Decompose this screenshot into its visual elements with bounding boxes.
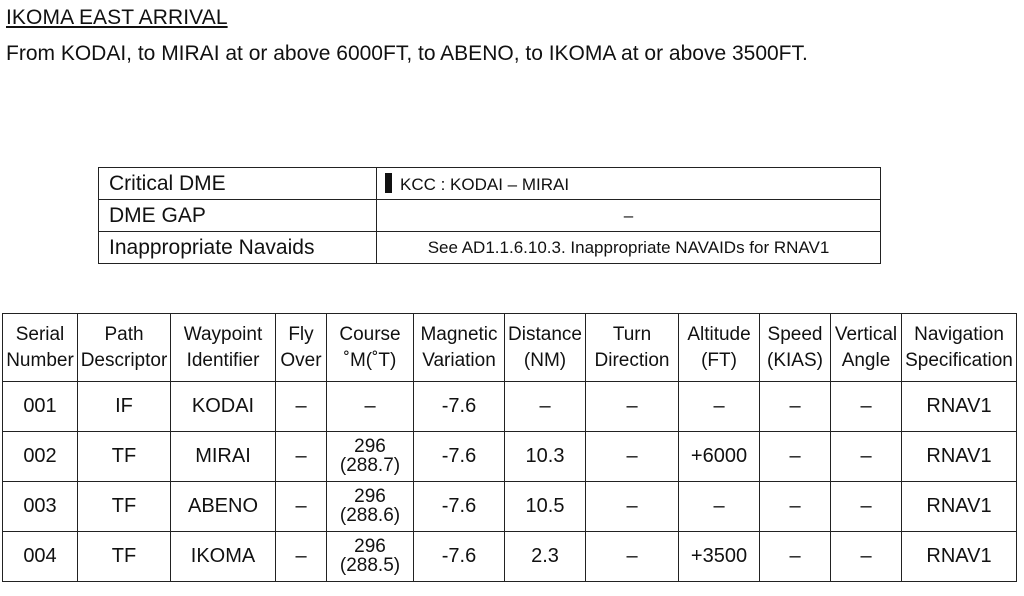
route-description: From KODAI, to MIRAI at or above 6000FT, to ABENO, to IKOMA at or above 3500FT.: [6, 42, 808, 65]
dme-label: Critical DME: [99, 168, 377, 200]
waypoint-cell: KODAI: [171, 382, 276, 432]
fly-over-cell: –: [276, 432, 327, 482]
mag-var-cell: -7.6: [414, 482, 505, 532]
course-magnetic: 296: [354, 535, 386, 557]
path-cell: TF: [78, 482, 171, 532]
route-table: [2, 313, 1017, 582]
path-cell: TF: [78, 532, 171, 582]
table-row: [99, 168, 881, 200]
altitude-cell: +3500: [679, 532, 760, 582]
table-row: [99, 200, 881, 232]
speed-cell: –: [760, 532, 831, 582]
altitude-cell: +6000: [679, 432, 760, 482]
path-cell: TF: [78, 432, 171, 482]
column-header: Turn Direction: [586, 314, 679, 382]
turn-cell: –: [586, 382, 679, 432]
course-true: (288.6): [339, 504, 401, 526]
waypoint-cell: ABENO: [171, 482, 276, 532]
distance-cell: 10.5: [505, 482, 586, 532]
change-bar-marker: [385, 173, 392, 193]
dme-value: See AD1.1.6.10.3. Inappropriate NAVAIDs for RNAV1: [377, 232, 881, 264]
vertical-angle-cell: –: [831, 432, 902, 482]
course-cell: [327, 482, 414, 532]
waypoint-cell: MIRAI: [171, 432, 276, 482]
mag-var-cell: -7.6: [414, 432, 505, 482]
altitude-cell: –: [679, 482, 760, 532]
table-row: [99, 232, 881, 264]
column-header: Magnetic Variation: [414, 314, 505, 382]
course-true: (288.5): [339, 554, 401, 576]
course-magnetic: 296: [354, 435, 386, 457]
dme-value: –: [377, 200, 881, 232]
course-cell: [327, 532, 414, 582]
speed-cell: –: [760, 382, 831, 432]
column-header: Altitude (FT): [679, 314, 760, 382]
turn-cell: –: [586, 532, 679, 582]
critical-dme-value: KCC : KODAI – MIRAI: [400, 174, 570, 194]
dme-value: [377, 168, 881, 200]
header-row: [3, 314, 1017, 382]
table-row: [3, 432, 1017, 482]
mag-var-cell: -7.6: [414, 382, 505, 432]
speed-cell: –: [760, 482, 831, 532]
turn-cell: –: [586, 482, 679, 532]
mag-var-cell: -7.6: [414, 532, 505, 582]
serial-cell: 003: [3, 482, 78, 532]
dme-label: Inappropriate Navaids: [99, 232, 377, 264]
distance-cell: 2.3: [505, 532, 586, 582]
serial-cell: 001: [3, 382, 78, 432]
column-header: Distance (NM): [505, 314, 586, 382]
fly-over-cell: –: [276, 532, 327, 582]
column-header: Path Descriptor: [78, 314, 171, 382]
vertical-angle-cell: –: [831, 532, 902, 582]
course-cell: [327, 432, 414, 482]
course-magnetic: 296: [354, 485, 386, 507]
vertical-angle-cell: –: [831, 482, 902, 532]
column-header: Speed (KIAS): [760, 314, 831, 382]
waypoint-cell: IKOMA: [171, 532, 276, 582]
column-header: Fly Over: [276, 314, 327, 382]
turn-cell: –: [586, 432, 679, 482]
nav-spec-cell: RNAV1: [902, 532, 1017, 582]
fly-over-cell: –: [276, 482, 327, 532]
table-row: [3, 532, 1017, 582]
column-header: Waypoint Identifier: [171, 314, 276, 382]
altitude-cell: –: [679, 382, 760, 432]
nav-spec-cell: RNAV1: [902, 482, 1017, 532]
column-header: Course ˚M(˚T): [327, 314, 414, 382]
distance-cell: 10.3: [505, 432, 586, 482]
table-row: [3, 382, 1017, 432]
vertical-angle-cell: –: [831, 382, 902, 432]
nav-spec-cell: RNAV1: [902, 432, 1017, 482]
speed-cell: –: [760, 432, 831, 482]
serial-cell: 004: [3, 532, 78, 582]
serial-cell: 002: [3, 432, 78, 482]
page-title: IKOMA EAST ARRIVAL: [6, 6, 228, 29]
distance-cell: –: [505, 382, 586, 432]
column-header: Navigation Specification: [902, 314, 1017, 382]
course-cell: –: [327, 382, 414, 432]
table-row: [3, 482, 1017, 532]
column-header: Vertical Angle: [831, 314, 902, 382]
dme-label: DME GAP: [99, 200, 377, 232]
course-true: (288.7): [339, 454, 401, 476]
dme-info-table: [98, 167, 881, 264]
fly-over-cell: –: [276, 382, 327, 432]
nav-spec-cell: RNAV1: [902, 382, 1017, 432]
path-cell: IF: [78, 382, 171, 432]
column-header: Serial Number: [3, 314, 78, 382]
